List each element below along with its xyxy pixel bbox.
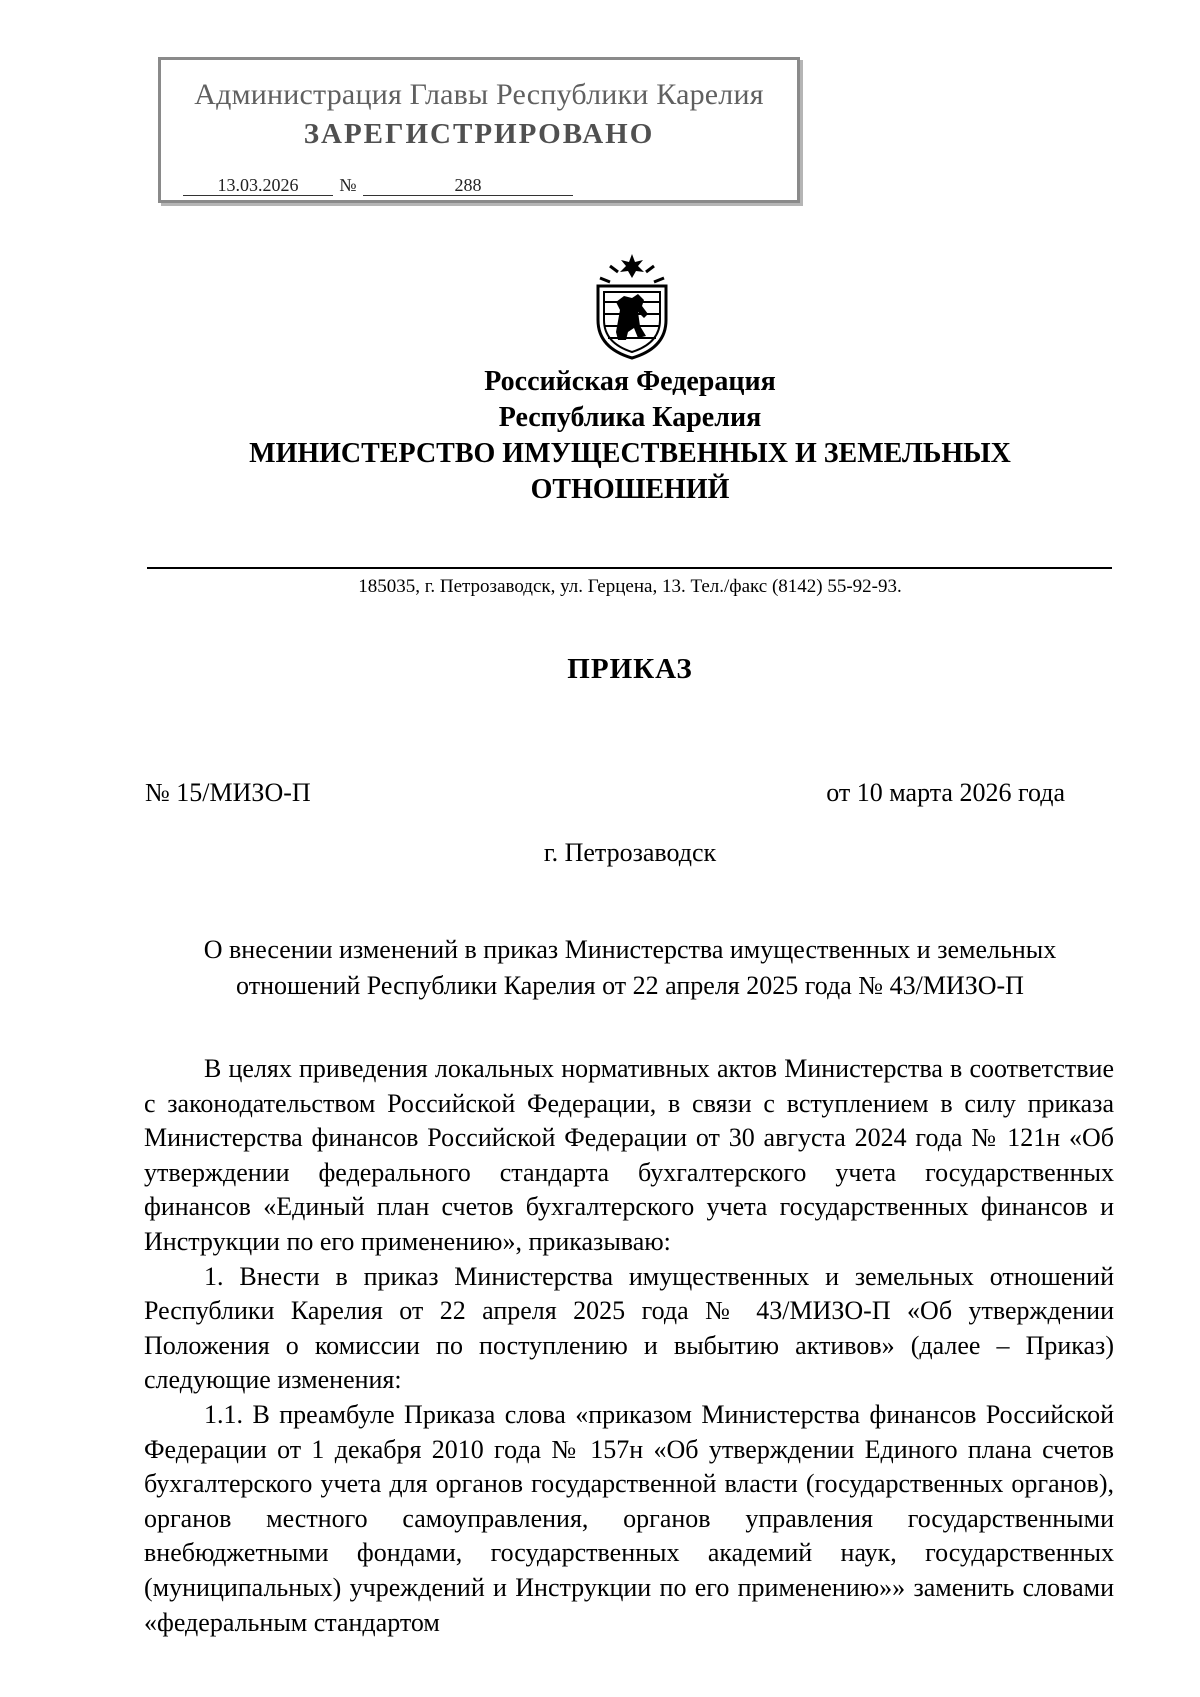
document-title: ПРИКАЗ	[567, 653, 693, 685]
stamp-date: 13.03.2026	[183, 174, 333, 196]
document-city: г. Петрозаводск	[543, 838, 717, 867]
body-paragraph: 1. Внести в приказ Министерства имущественных и земельных отношений Республики Карелия от 22 апреля 2025 года № 43/МИЗО-П «Об утверждении Положения о комиссии по поступлению и выбытию активов» (далее – Приказ) следующие изменения:	[144, 1261, 1114, 1395]
document-subject	[150, 932, 1110, 1004]
stamp-title: Администрация Главы Республики Карелия	[194, 78, 764, 111]
document-number: № 15/МИЗО-П	[145, 778, 311, 807]
registration-stamp	[158, 57, 800, 203]
body-paragraph: В целях приведения локальных нормативных актов Министерства в соответствие с законодательством Российской Федерации, в связи с вступлением в силу приказа Министерства финансов Российской Федерации от 30 августа 2024 года № 121н «Об утверждении федерального стандарта бухгалтерского учета государственных финансов «Единый план счетов бухгалтерского учета государственных финансов и Инструкции по его применению», приказываю:	[144, 1054, 1114, 1256]
document-date: от 10 марта 2026 года	[826, 778, 1065, 807]
header-divider	[147, 567, 1112, 569]
header-ministry-line2: ОТНОШЕНИЙ	[530, 474, 730, 505]
stamp-number-label: №	[339, 175, 357, 195]
subject-line1: О внесении изменений в приказ Министерства имущественных и земельных	[203, 935, 1057, 964]
header-ministry-line1: МИНИСТЕРСТВО ИМУЩЕСТВЕННЫХ И ЗЕМЕЛЬНЫХ	[249, 438, 1011, 469]
stamp-status: ЗАРЕГИСТРИРОВАНО	[303, 118, 655, 150]
document-body	[144, 1052, 1114, 1640]
ministry-address: 185035, г. Петрозаводск, ул. Герцена, 13. Тел./факс (8142) 55-92-93.	[358, 576, 902, 597]
header-region: Республика Карелия	[498, 402, 762, 433]
stamp-number: 288	[363, 174, 573, 196]
coat-of-arms-icon	[586, 252, 678, 360]
body-paragraph: 1.1. В преамбуле Приказа слова «приказом Министерства финансов Российской Федерации от 1 декабря 2010 года № 157н «Об утверждении Единого плана счетов бухгалтерского учета для органов государственной власти (государственных органов), органов местного самоуправления, органов управления государственными внебюджетными фондами, государственных академий наук, государственных (муниципальных) учреждений и Инструкции по его применению»» заменить словами «федеральным стандартом	[144, 1399, 1114, 1637]
header-country: Российская Федерация	[484, 366, 776, 397]
subject-line2: отношений Республики Карелия от 22 апреля 2025 года № 43/МИЗО-П	[236, 971, 1024, 1000]
